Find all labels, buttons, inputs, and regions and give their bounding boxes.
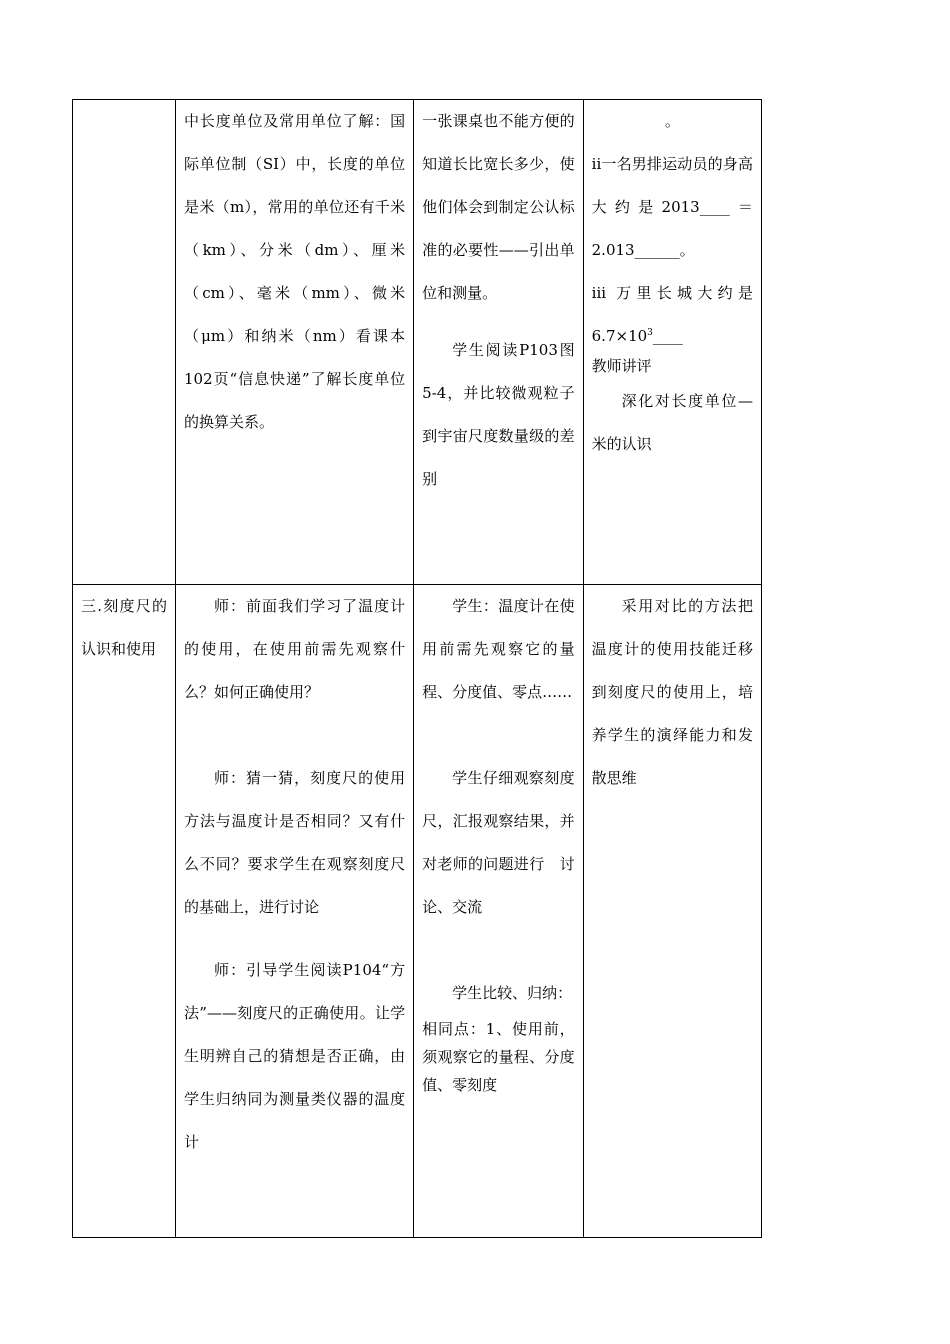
- teacher-text: 师：引导学生阅读P104“方法”——刻度尺的正确使用。让学生明辨自己的猜想是否正确，由学生归纳同为测量类仪器的温度计: [184, 961, 406, 1151]
- teacher-text: 师：猜一猜，刻度尺的使用方法与温度计是否相同？又有什么不同？要求学生在观察刻度尺的基础上，进行讨论: [184, 769, 406, 916]
- teacher-text: 师：前面我们学习了温度计的使用，在使用前需先观察什么？如何正确使用？: [184, 597, 406, 701]
- intent-text: 教师讲评: [591, 357, 652, 375]
- intent-text: iii 万里长城大约是$6.7\times 10^3\_\_\_\_$: [591, 284, 753, 345]
- student-text: 相同点：1、使用前，须观察它的量程、分度值、零刻度: [422, 1020, 575, 1094]
- table-row: [73, 100, 762, 585]
- intent-text: 。: [664, 112, 680, 130]
- lesson-plan-table: [72, 99, 762, 1238]
- student-activity-cell: [414, 100, 583, 585]
- student-activity-cell: [414, 585, 583, 1238]
- section-title: 三.刻度尺的认识和使用: [81, 597, 168, 658]
- teacher-activity-cell: [176, 585, 414, 1238]
- student-text: 一张课桌也不能方便的知道长比宽长多少，使他们体会到制定公认标准的必要性——引出单位和测量。: [422, 112, 575, 302]
- student-text: 学生阅读P103图5-4，并比较微观粒子到宇宙尺度数量级的差别: [422, 341, 575, 488]
- intent-text: ii一名男排运动员的身高大约是2013____＝2.013______。: [591, 155, 753, 259]
- intent-text: 采用对比的方法把温度计的使用技能迁移到刻度尺的使用上，培养学生的演绎能力和发散思维: [591, 597, 753, 787]
- section-cell: [73, 585, 176, 1238]
- intent-text: 深化对长度单位—米的认识: [591, 392, 753, 453]
- student-text: 学生仔细观察刻度尺，汇报观察结果，并对老师的问题进行 讨论、交流: [422, 769, 575, 916]
- student-text: 学生：温度计在使用前需先观察它的量程、分度值、零点……: [422, 597, 575, 701]
- design-intent-cell: [583, 585, 761, 1238]
- section-cell: [73, 100, 176, 585]
- teacher-activity-cell: [176, 100, 414, 585]
- design-intent-cell: [583, 100, 761, 585]
- teacher-text: 中长度单位及常用单位了解：国际单位制（SI）中，长度的单位是米（m），常用的单位还有千米（km）、分米（dm）、厘米（cm）、毫米（mm）、微米（μm）和纳米（nm）看课本102页“信息快递”了解长度单位的换算关系。: [184, 112, 406, 431]
- table-row: [73, 585, 762, 1238]
- student-text: 学生比较、归纳：: [452, 984, 573, 1002]
